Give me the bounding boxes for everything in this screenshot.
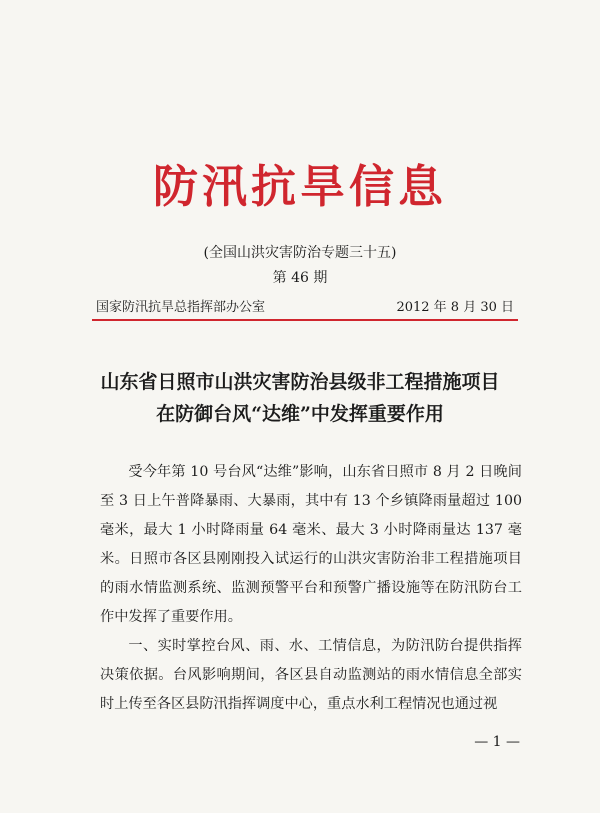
body-paragraph: 受今年第 10 号台风“达维”影响，山东省日照市 8 月 2 日晚间至 3 日上午普降暴雨、大暴雨，其中有 13 个乡镇降雨量超过 100 毫米，最大 1 小时降雨量 64 毫米、最大 3 小时降雨量达 137 毫米。日照市各区县刚刚投入试运行的山洪灾害防治非工程措施项目的雨水情监测系统、监测预警平台和预警广播设施等在防汛防台工作中发挥了重要作用。 — [100, 464, 522, 625]
issuing-office: 国家防汛抗旱总指挥部办公室 — [96, 300, 266, 315]
article-title-line-1: 山东省日照市山洪灾害防治县级非工程措施项目 — [100, 371, 500, 393]
issue-date: 2012 年 8 月 30 日 — [396, 300, 514, 315]
issue-number: 第 46 期 — [272, 270, 328, 286]
special-topic-subtitle: (全国山洪灾害防治专题三十五) — [203, 245, 397, 261]
page-number: — 1 — — [474, 734, 520, 750]
red-divider-rule — [92, 319, 518, 321]
body-paragraph: 一、实时掌控台风、雨、水、工情信息，为防汛防台提供指挥决策依据。台风影响期间，各区县自动监测站的雨水情信息全部实时上传至各区县防汛指挥调度中心，重点水利工程情况也通过视 — [100, 638, 522, 712]
article-body — [100, 458, 522, 719]
article-title — [0, 366, 600, 430]
masthead-title: 防汛抗旱信息 — [152, 160, 447, 213]
article-title-line-2: 在防御台风“达维”中发挥重要作用 — [156, 403, 444, 425]
